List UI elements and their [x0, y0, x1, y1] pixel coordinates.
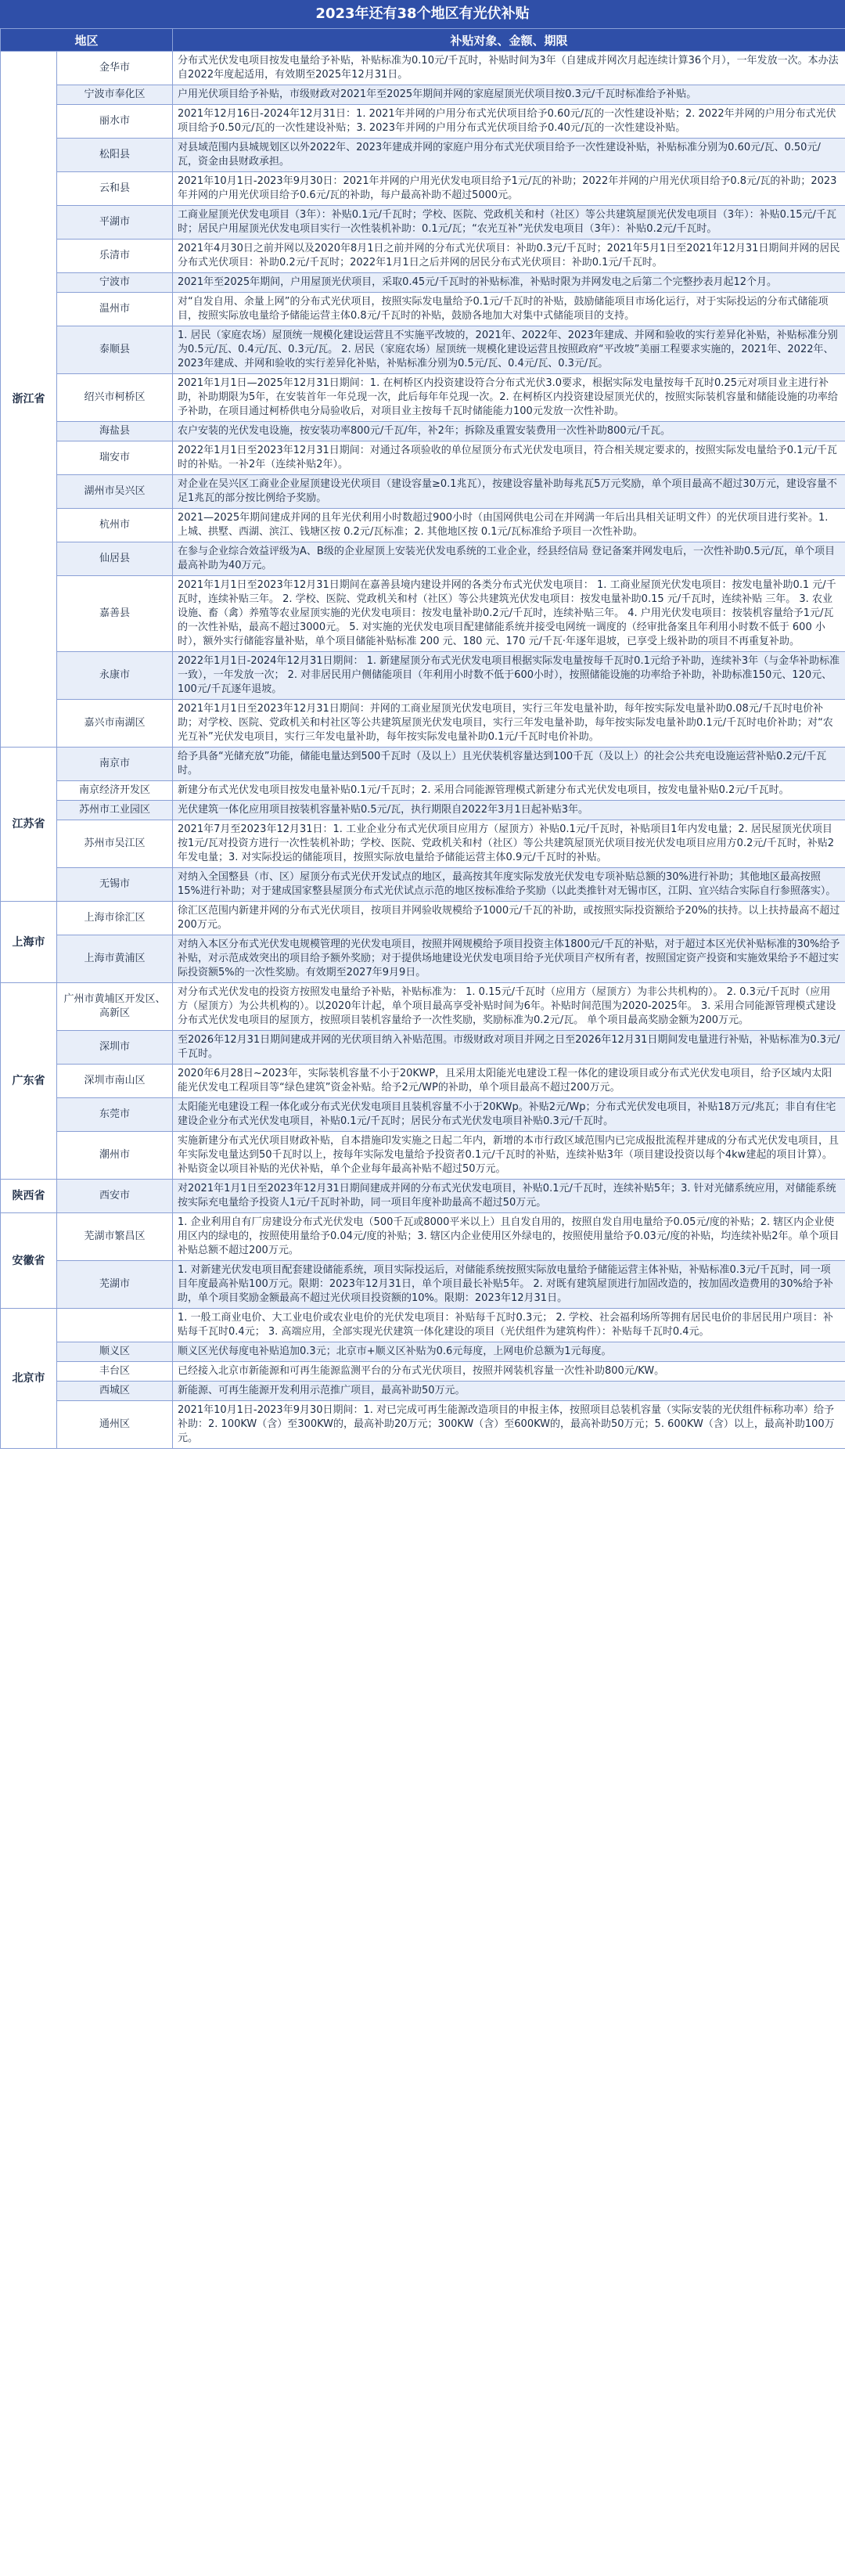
table-row — [1, 935, 845, 983]
details-cell: 1. 一般工商业电价、大工业电价或农业电价的光伏发电项目：补贴每千瓦时0.3元； 2. 学校、社会福利场所等拥有居民电价的非居民用户项目：补贴每千瓦时0.4元； 3. 高端应用，全部实现光伏建筑一体化建设的项目（光伏组件为建筑构件）：补贴每千瓦时0.4元。 — [173, 1309, 845, 1342]
table-row — [1, 748, 845, 781]
table-row — [1, 374, 845, 422]
area-cell: 西城区 — [57, 1382, 173, 1401]
area-cell: 无锡市 — [57, 868, 173, 902]
province-cell: 上海市 — [1, 902, 57, 983]
area-cell: 深圳市南山区 — [57, 1065, 173, 1098]
table-row — [1, 868, 845, 902]
table-row — [1, 1065, 845, 1098]
area-cell: 顺义区 — [57, 1342, 173, 1362]
area-cell: 宁波市奉化区 — [57, 85, 173, 105]
table-row — [1, 206, 845, 240]
area-cell: 芜湖市繁昌区 — [57, 1213, 173, 1261]
area-cell: 仙居县 — [57, 542, 173, 576]
details-cell: 1. 企业利用自有厂房建设分布式光伏发电（500千瓦或8000平米以上）且自发自用的，按照自发自用电量给予0.05元/度的补贴；2. 辖区内企业使用区内的绿电的，按照使用量给予0.04元/度的补贴；3. 辖区内企业使用区外绿电的，按照使用量给予0.03元/度的补贴，均连续补贴2年。单个项目补贴总额不超过200万元。 — [173, 1213, 845, 1261]
area-cell: 嘉善县 — [57, 576, 173, 652]
province-cell: 安徽省 — [1, 1213, 57, 1309]
details-cell: 2021—2025年期间建成并网的且年光伏利用小时数超过900小时（由国网供电公司在并网满一年后出具相关证明文件）的光伏项目进行奖补。1. 上城、拱墅、西湖、滨江、钱塘区按 0.2元/瓦标准；2. 其他地区按 0.1元/瓦标准给予项目一次性补助。 — [173, 509, 845, 542]
table-row — [1, 1213, 845, 1261]
details-cell: 对纳入本区分布式光伏发电规模管理的光伏发电项目，按照并网规模给予项目投资主体1800元/千瓦的补贴，对于超过本区光伏补贴标准的30%给予补贴，对示范成效突出的项目给予额外奖励；对于提供场地建设光伏发电项目给予光伏项目产权所有者，按照国定资产投资和实施效果给予不超过实际投资额5%的一次性奖励。有效期至2027年9月9日。 — [173, 935, 845, 983]
area-cell: 芜湖市 — [57, 1261, 173, 1309]
table-row — [1, 422, 845, 441]
details-cell: 实施新建分布式光伏项目财政补贴，自本措施印发实施之日起二年内，新增的本市行政区域范围内已完成报批流程并建成的分布式光伏发电项目，且年实际发电量达到50千瓦时以上，按每年实际发电量给予投资者0.1元/千瓦时的补贴，连续补贴3年（项目建设投资以每个4kw建起的项目计算）。补贴资金以项目补贴的光伏补贴，单个企业每年最高补贴不超过50万元。 — [173, 1132, 845, 1180]
table-row — [1, 1382, 845, 1401]
details-cell: 对“自发自用、余量上网”的分布式光伏项目，按照实际发电量给予0.1元/千瓦时的补贴，鼓励储能项目市场化运行，对于实际投运的分布式储能项目，按照实际放电量给予储能运营主体0.8元/千瓦时的补贴，鼓励各地加大对集中式储能项目的支持。 — [173, 293, 845, 326]
details-cell: 1. 居民（家庭农场）屋顶统一规模化建设运营且不实施平改坡的，2021年、2022年、2023年建成、并网和验收的实行差异化补贴，补贴标准分别为0.5元/瓦、0.4元/瓦、0.3元/瓦。 2. 居民（家庭农场）屋顶统一规模化建设运营且按照政府“平改坡”美丽工程要求实施的，2021年、2022年、2023年建成、并网和验收的实行差异化补贴，补贴标准分别为0.5元/瓦、0.4元/瓦、0.3元/瓦。 — [173, 326, 845, 374]
table-row — [1, 509, 845, 542]
table-row — [1, 1098, 845, 1132]
details-cell: 在参与企业综合效益评级为A、B级的企业屋顶上安装光伏发电系统的工业企业，经县经信局 登记备案并网发电后，一次性补助0.5元/瓦，单个项目最高补助为40万元。 — [173, 542, 845, 576]
details-cell: 2021年12月16日-2024年12月31日：1. 2021年并网的户用分布式光伏项目给予0.60元/瓦的一次性建设补贴；2. 2022年并网的户用分布式光伏项目给予0.50元/瓦的一次性建设补贴；3. 2023年并网的户用分布式光伏项目给予0.40元/瓦的一次性建设补贴。 — [173, 105, 845, 139]
province-cell: 浙江省 — [1, 52, 57, 748]
area-cell: 南京经济开发区 — [57, 781, 173, 801]
table-row — [1, 700, 845, 748]
details-cell: 至2026年12月31日期间建成并网的光伏项目纳入补贴范围。市级财政对项目并网之日至2026年12月31日期间发电量进行补贴，补贴标准为0.3元/千瓦时。 — [173, 1031, 845, 1065]
details-cell: 2021年7月至2023年12月31日：1. 工业企业分布式光伏项目应用方（屋顶方）补贴0.1元/千瓦时，补贴项目1年内发电量；2. 居民屋顶光伏项目按1元/瓦对投资方进行一次性装机补助；学校、医院、党政机关和村（社区）等公共建筑屋顶光伏项目按光伏发电项目应用方0.2元/千瓦时，补贴2年发电量；3. 对实际投运的储能项目，按照实际放电量给予储能运营主体0.9元/千瓦时的补贴。 — [173, 820, 845, 868]
area-cell: 松阳县 — [57, 139, 173, 172]
table-row — [1, 1180, 845, 1213]
details-cell: 对分布式光伏发电的投资方按照发电量给予补贴，补贴标准为： 1. 0.15元/千瓦时（应用方（屋顶方）为非公共机构的）。 2. 0.3元/千瓦时（应用方（屋顶方）为公共机构的）。以2020年计起，单个项目最高享受补贴时间为6年。补贴时间范围为2020-2025年。 3. 采用合同能源管理模式建设分布式光伏发电项目的屋顶方，按照项目装机容量给予一次性奖励，奖励标准为0.2元/瓦。 单个项目最高奖励金额为200万元。 — [173, 983, 845, 1031]
table-row — [1, 801, 845, 820]
area-cell: 深圳市 — [57, 1031, 173, 1065]
details-cell: 徐汇区范围内新建并网的分布式光伏项目，按项目并网验收规模给予1000元/千瓦的补助，或按照实际投资额给予20%的扶持。以上扶持最高不超过200万元。 — [173, 902, 845, 935]
details-cell: 新能源、可再生能源开发利用示范推广项目，最高补助50万元。 — [173, 1382, 845, 1401]
table-row — [1, 1362, 845, 1382]
table-header-row — [1, 29, 845, 52]
area-cell: 乐清市 — [57, 240, 173, 273]
area-cell: 嘉兴市南湖区 — [57, 700, 173, 748]
page-title: 2023年还有38个地区有光伏补贴 — [0, 0, 845, 28]
table-row — [1, 1031, 845, 1065]
table-row — [1, 139, 845, 172]
table-row — [1, 1132, 845, 1180]
details-cell: 对2021年1月1日至2023年12月31日期间建成并网的分布式光伏发电项目，补贴0.1元/千瓦时，连续补贴5年；3. 针对光储系统应用，对储能系统按实际充电量给予投资人1元/千瓦时补助，同一项目年度补助最高不超过50万元。 — [173, 1180, 845, 1213]
details-cell: 新建分布式光伏发电项目按发电量补贴0.1元/千瓦时；2. 采用合同能源管理模式新建分布式光伏发电项目，按发电量补贴0.2元/千瓦时。 — [173, 781, 845, 801]
area-cell: 西安市 — [57, 1180, 173, 1213]
area-cell: 丰台区 — [57, 1362, 173, 1382]
details-cell: 2021年1月1日—2025年12月31日期间：1. 在柯桥区内投资建设符合分布式光伏3.0要求，根据实际发电量按每千瓦时0.25元对项目业主进行补助，补助期限为5年，在安装首年一年兑现一次，此后每年年兑现一次。2. 在柯桥区内投资建设屋顶光伏的，按照实际装机容量和储能设施的功率给予补助，在项目通过柯桥供电分局验收后，对项目业主按每千瓦时储能能力100元发放一次性补助。 — [173, 374, 845, 422]
area-cell: 苏州市工业园区 — [57, 801, 173, 820]
details-cell: 分布式光伏发电项目按发电量给予补贴，补贴标准为0.10元/千瓦时，补贴时间为3年（自建成并网次月起连续计算36个月），一年发放一次。本办法自2022年度起适用，有效期至2025年12月31日。 — [173, 52, 845, 85]
details-cell: 对县域范围内县城规划区以外2022年、2023年建成并网的家庭户用分布式光伏项目给予一次性建设补贴，补贴标准分别为0.60元/瓦、0.50元/瓦，资金由县财政承担。 — [173, 139, 845, 172]
area-cell — [57, 1309, 173, 1342]
area-cell: 平湖市 — [57, 206, 173, 240]
area-cell: 丽水市 — [57, 105, 173, 139]
table-row — [1, 172, 845, 206]
details-cell: 2022年1月1日-2024年12月31日期间： 1. 新建屋顶分布式光伏发电项目根据实际发电量按每千瓦时0.1元给予补助，连续补3年（与金华补助标准一致），一年发放一次； 2. 对非居民用户侧储能项目（年利用小时数不低于600小时），按照储能设施的功率给予补助，补助标准150元、120元、100元/千瓦逐年退坡。 — [173, 652, 845, 700]
area-cell: 宁波市 — [57, 273, 173, 293]
details-cell: 2022年1月1日至2023年12月31日期间：对通过各项验收的单位屋顶分布式光伏发电项目，符合相关规定要求的，按照实际发电量给予0.1元/千瓦时的补贴。一补2年（连续补贴2年）。 — [173, 441, 845, 475]
details-cell: 对企业在吴兴区工商业企业屋顶建设光伏项目（建设容量≥0.1兆瓦），按建设容量补助每兆瓦5万元奖励，单个项目最高不超过30万元，建设容量不足1兆瓦的部分按比例给予奖励。 — [173, 475, 845, 509]
table-row — [1, 326, 845, 374]
table-row — [1, 293, 845, 326]
table-row — [1, 652, 845, 700]
table-body — [1, 52, 845, 1449]
details-cell: 对纳入全国整县（市、区）屋顶分布式光伏开发试点的地区，最高按其年度实际发放光伏发电专项补贴总额的30%进行补助；其他地区最高按照15%进行补助；对于建成国家整县屋顶分布式光伏试点示范的地区按标准给予奖励（以此类推针对无锡市区，江阴、宜兴结合实际自行参照落实）。 — [173, 868, 845, 902]
details-cell: 1. 对新建光伏发电项目配套建设储能系统，项目实际投运后，对储能系统按照实际放电量给予储能运营主体补贴，补贴标准0.3元/千瓦时，同一项目年度最高补贴100万元。限期：2023年12月31日，单个项目最长补贴5年。 2. 对既有建筑屋顶进行加固改造的，按加固改造费用的30%给予补助，单个项目奖励金额最高不超过光伏项目投资额的10%。限期：2023年12月31日。 — [173, 1261, 845, 1309]
details-cell: 光伏建筑一体化应用项目按装机容量补贴0.5元/瓦，执行期限自2022年3月1日起补贴3年。 — [173, 801, 845, 820]
area-cell: 云和县 — [57, 172, 173, 206]
area-cell: 绍兴市柯桥区 — [57, 374, 173, 422]
table-row — [1, 576, 845, 652]
table-row — [1, 781, 845, 801]
details-cell: 2021年10月1日-2023年9月30日：2021年并网的户用光伏发电项目给予1元/瓦的补助；2022年并网的户用光伏项目给予0.8元/瓦的补助；2023年并网的户用光伏项目给予0.6元/瓦的补助，每户最高补助不超过5000元。 — [173, 172, 845, 206]
table-row — [1, 475, 845, 509]
details-cell: 2021年1月1日至2023年12月31日期间：并网的工商业屋顶光伏发电项目，实行三年发电量补助，每年按实际发电量补助0.08元/千瓦时电价补助；对学校、医院、党政机关和村社区等公共建筑屋顶光伏发电项目，实行三年发电量补助，每年按实际发电量补助0.1元/千瓦时电价补助；对“农光互补”光伏发电项目，实行三年发电量补助，每年按实际发电量补助0.1元/千瓦时电价补助。 — [173, 700, 845, 748]
table-row — [1, 441, 845, 475]
details-cell: 太阳能光电建设工程一体化或分布式光伏发电项目且装机容量不小于20KWp。补贴2元/Wp；分布式光伏发电项目，补贴18万元/兆瓦；非自有住宅建设企业分布式光伏发电项目，补贴0.1元/千瓦时；居民分布式光伏发电项目补贴0.3元/千瓦时。 — [173, 1098, 845, 1132]
details-cell: 顺义区光伏每度电补贴追加0.3元；北京市+顺义区补贴为0.6元每度，上网电价总额为1元每度。 — [173, 1342, 845, 1362]
area-cell: 瑞安市 — [57, 441, 173, 475]
details-cell: 2021年10月1日-2023年9月30日期间：1. 对已完成可再生能源改造项目的申报主体，按照项目总装机容量（实际安装的光伏组件标称功率）给予补助：2. 100KW（含）至300KW的，最高补助20万元；300KW（含）至600KW的，最高补助50万元；5. 600KW（含）以上，最高补助100万元。 — [173, 1401, 845, 1449]
details-cell: 已经接入北京市新能源和可再生能源监测平台的分布式光伏项目，按照并网装机容量一次性补助800元/KW。 — [173, 1362, 845, 1382]
table-row — [1, 105, 845, 139]
province-cell: 陕西省 — [1, 1180, 57, 1213]
area-cell: 泰顺县 — [57, 326, 173, 374]
details-cell: 户用光伏项目给予补贴，市级财政对2021年至2025年期间并网的家庭屋顶光伏项目按0.3元/千瓦时标准给予补贴。 — [173, 85, 845, 105]
table-row — [1, 820, 845, 868]
area-cell: 苏州市吴江区 — [57, 820, 173, 868]
details-cell: 2021年4月30日之前并网以及2020年8月1日之前并网的分布式光伏项目：补助0.3元/千瓦时；2021年5月1日至2021年12月31日期间并网的居民分布式光伏项目：补助0.2元/千瓦时；2022年1月1日之后并网的居民分布式光伏项目：补助0.1元/千瓦时。 — [173, 240, 845, 273]
province-cell: 江苏省 — [1, 748, 57, 902]
details-cell: 2020年6月28日~2023年，实际装机容量不小于20KWP，且采用太阳能光电建设工程一体化的建设项目或分布式光伏发电项目，给予区域内太阳能光伏发电工程项目等“绿色建筑”资金补贴。给予2元/WP的补助，单个项目最高不超过200万元。 — [173, 1065, 845, 1098]
header-region: 地区 — [1, 29, 173, 52]
area-cell: 杭州市 — [57, 509, 173, 542]
table-row — [1, 52, 845, 85]
table-row — [1, 983, 845, 1031]
details-cell: 2021年1月1日至2023年12月31日期间在嘉善县境内建设并网的各类分布式光伏发电项目： 1. 工商业屋顶光伏发电项目：按发电量补助0.1 元/千瓦时，连续补贴三年。 2. 学校、医院、党政机关和村（社区）等公共建筑光伏发电项目：按发电量补助0.15 元/千瓦时，连续补贴 三年。 3. 农业设施、畜（禽）养殖等农业屋顶实施的光伏发电项目：按发电量补助0.2元/千瓦时，连续补贴三年。 4. 户用光伏发电项目：按装机容量给予1元/瓦的一次性补贴，最高不超过3000元。 5. 对实施的光伏发电项目配建储能系统并接受电网统一调度的（经审批备案且年利用小时数不低于 600 小时），额外实行储能容量补贴，单个项目储能补贴标准 200 元、180 元、170 元/千瓦·年逐年退坡，已享受上级补助的项目不再重复补助。 — [173, 576, 845, 652]
area-cell: 广州市黄埔区开发区、高新区 — [57, 983, 173, 1031]
details-cell: 农户安装的光伏发电设施，按安装功率800元/千瓦/年，补2年；拆除及重置安装费用一次性补助800元/千瓦。 — [173, 422, 845, 441]
area-cell: 上海市徐汇区 — [57, 902, 173, 935]
area-cell: 海盐县 — [57, 422, 173, 441]
area-cell: 潮州市 — [57, 1132, 173, 1180]
table-row — [1, 1342, 845, 1362]
area-cell: 南京市 — [57, 748, 173, 781]
area-cell: 温州市 — [57, 293, 173, 326]
table-row — [1, 273, 845, 293]
area-cell: 东莞市 — [57, 1098, 173, 1132]
table-row — [1, 902, 845, 935]
details-cell: 工商业屋顶光伏发电项目（3年）：补贴0.1元/千瓦时；学校、医院、党政机关和村（社区）等公共建筑屋顶光伏发电项目（3年）：补贴0.15元/千瓦时；居民户用屋顶光伏发电项目实行一次性装机补助：0.1元/瓦；“农光互补”光伏发电项目（3年）：补贴0.2元/千瓦时。 — [173, 206, 845, 240]
table-row — [1, 1309, 845, 1342]
details-cell: 给予具备“光储充放”功能，储能电量达到500千瓦时（及以上）且光伏装机容量达到100千瓦（及以上）的社会公共充电设施运营补贴0.2元/千瓦时。 — [173, 748, 845, 781]
table-row — [1, 85, 845, 105]
area-cell: 永康市 — [57, 652, 173, 700]
province-cell: 广东省 — [1, 983, 57, 1180]
subsidy-table — [0, 28, 845, 1449]
table-row — [1, 1401, 845, 1449]
table-row — [1, 542, 845, 576]
table-row — [1, 1261, 845, 1309]
area-cell: 湖州市吴兴区 — [57, 475, 173, 509]
area-cell: 上海市黄浦区 — [57, 935, 173, 983]
table-row — [1, 240, 845, 273]
details-cell: 2021年至2025年期间，户用屋顶光伏项目，采取0.45元/千瓦时的补贴标准，补贴时限为并网发电之后第二个完整抄表月起12个月。 — [173, 273, 845, 293]
area-cell: 金华市 — [57, 52, 173, 85]
province-cell: 北京市 — [1, 1309, 57, 1449]
header-details: 补贴对象、金额、期限 — [173, 29, 845, 52]
area-cell: 通州区 — [57, 1401, 173, 1449]
